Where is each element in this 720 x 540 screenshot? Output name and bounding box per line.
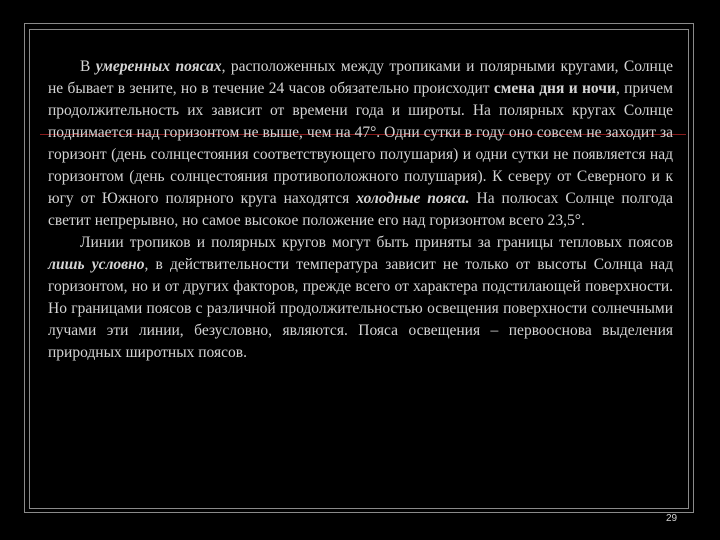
term-day-night-change: смена дня и ночи — [493, 80, 616, 97]
text-run: , причем продолжительность их зависит от времени года и широты. На полярных кругах Солнце поднимается над горизонтом не выше, чем на 47°. Одни сутки в году оно совсем не заходит за горизонт (день солнцестояния соответствующего полушария) и одни сутки не появляется над горизонтом (день солнцестояния противоположного полушария). К северу от Северного и к югу от Южного полярного круга находятся — [48, 80, 673, 207]
text-run: На полюсах Солнце полгода светит непрерывно, но самое высокое положение его над горизонтом всего 23,5°. — [48, 190, 673, 229]
text-run: Линии тропиков и полярных кругов могут быть приняты за границы тепловых поясов — [80, 234, 673, 251]
text-run: В — [80, 58, 96, 75]
slide-body-text — [48, 56, 673, 364]
text-run: , в действительности температура зависит не только от высоты Солнца над горизонтом, но и от других факторов, прежде всего от характера подстилающей поверхности. Но границами поясов с различной продолжительностью освещения поверхности солнечными лучами эти линии, безусловно, являются. Пояса освещения – первооснова выделения природных широтных поясов. — [48, 256, 673, 361]
paragraph-tropics-lines — [48, 232, 673, 364]
text-run: , расположенных между тропиками и полярными кругами, Солнце не бывает в зените, но в течение 24 часов обязательно происходит — [48, 58, 673, 97]
term-temperate-belts: умеренных поясах — [95, 58, 222, 75]
term-only-conditionally: лишь условно — [48, 256, 145, 273]
paragraph-temperate-belts — [48, 56, 673, 232]
term-cold-belts: холодные пояса. — [356, 190, 470, 207]
page-number: 29 — [666, 513, 678, 524]
